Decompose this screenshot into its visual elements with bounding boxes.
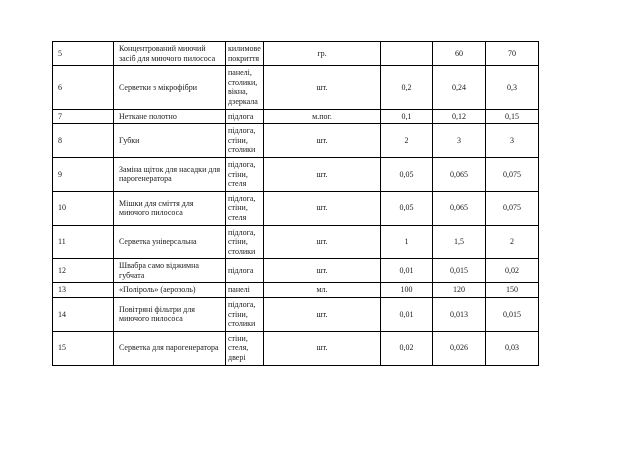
consumables-table — [52, 41, 539, 366]
cell-num: 11 — [53, 225, 114, 259]
cell-norm3: 0,02 — [486, 259, 539, 283]
cell-norm2: 0,013 — [433, 298, 486, 332]
cell-norm2: 0,24 — [433, 66, 486, 109]
cell-name: Серветки з мікрофібри — [114, 66, 226, 109]
cell-norm2: 0,026 — [433, 331, 486, 365]
table-row — [53, 124, 539, 158]
cell-surface: панелі — [226, 283, 264, 298]
cell-unit: шт. — [264, 225, 381, 259]
cell-surface: підлога, стіни, стеля — [226, 157, 264, 191]
cell-norm1: 0,2 — [381, 66, 433, 109]
cell-surface: панелі, столики, вікна, дзеркала — [226, 66, 264, 109]
cell-norm3: 0,075 — [486, 191, 539, 225]
cell-name: Неткане полотно — [114, 109, 226, 124]
table-row — [53, 109, 539, 124]
cell-norm1: 0,02 — [381, 331, 433, 365]
cell-num: 5 — [53, 42, 114, 66]
cell-norm3: 3 — [486, 124, 539, 158]
table-row — [53, 283, 539, 298]
cell-surface: підлога, стіни, столики — [226, 298, 264, 332]
cell-unit: мл. — [264, 283, 381, 298]
table-row — [53, 259, 539, 283]
cell-surface: підлога, стіни, стеля — [226, 191, 264, 225]
cell-norm3: 2 — [486, 225, 539, 259]
cell-num: 7 — [53, 109, 114, 124]
cell-surface: підлога — [226, 109, 264, 124]
cell-norm2: 3 — [433, 124, 486, 158]
cell-name: Швабра само віджимна губчата — [114, 259, 226, 283]
cell-num: 13 — [53, 283, 114, 298]
cell-unit: шт. — [264, 66, 381, 109]
cell-unit: шт. — [264, 191, 381, 225]
cell-surface: підлога — [226, 259, 264, 283]
cell-norm3: 0,03 — [486, 331, 539, 365]
cell-name: «Поліроль» (аерозоль) — [114, 283, 226, 298]
cell-surface: килимове покриття — [226, 42, 264, 66]
cell-norm1: 0,05 — [381, 157, 433, 191]
cell-num: 6 — [53, 66, 114, 109]
cell-norm2: 0,015 — [433, 259, 486, 283]
cell-norm3: 0,3 — [486, 66, 539, 109]
table-row — [53, 331, 539, 365]
cell-name: Губки — [114, 124, 226, 158]
cell-norm3: 150 — [486, 283, 539, 298]
cell-name: Повітряні фільтри для миючого пилососа — [114, 298, 226, 332]
cell-name: Мішки для сміття для миючого пилососа — [114, 191, 226, 225]
cell-norm3: 70 — [486, 42, 539, 66]
table-row — [53, 66, 539, 109]
cell-norm1: 0,01 — [381, 259, 433, 283]
cell-norm2: 120 — [433, 283, 486, 298]
cell-unit: шт. — [264, 124, 381, 158]
cell-num: 8 — [53, 124, 114, 158]
cell-norm2: 0,065 — [433, 157, 486, 191]
cell-num: 14 — [53, 298, 114, 332]
cell-unit: шт. — [264, 331, 381, 365]
cell-name: Серветка універсальна — [114, 225, 226, 259]
table-row — [53, 157, 539, 191]
cell-norm2: 60 — [433, 42, 486, 66]
cell-norm3: 0,015 — [486, 298, 539, 332]
cell-surface: підлога, стіни, столики — [226, 124, 264, 158]
cell-norm1 — [381, 42, 433, 66]
cell-norm1: 0,05 — [381, 191, 433, 225]
cell-unit: шт. — [264, 298, 381, 332]
cell-norm2: 1,5 — [433, 225, 486, 259]
cell-num: 10 — [53, 191, 114, 225]
cell-num: 12 — [53, 259, 114, 283]
cell-unit: шт. — [264, 157, 381, 191]
table-row — [53, 225, 539, 259]
cell-surface: підлога, стіни, столики — [226, 225, 264, 259]
cell-surface: стіни, стеля, двері — [226, 331, 264, 365]
cell-norm2: 0,12 — [433, 109, 486, 124]
cell-norm1: 2 — [381, 124, 433, 158]
cell-norm1: 0,01 — [381, 298, 433, 332]
cell-norm3: 0,075 — [486, 157, 539, 191]
cell-name: Концентрований миючий засіб для миючого пилососа — [114, 42, 226, 66]
cell-name: Заміна щіток для насадки для парогенератора — [114, 157, 226, 191]
cell-num: 9 — [53, 157, 114, 191]
consumables-table-body — [53, 42, 539, 366]
cell-norm1: 0,1 — [381, 109, 433, 124]
cell-norm2: 0,065 — [433, 191, 486, 225]
cell-name: Серветка для парогенератора — [114, 331, 226, 365]
cell-norm1: 1 — [381, 225, 433, 259]
table-row — [53, 298, 539, 332]
cell-unit: м.пог. — [264, 109, 381, 124]
cell-num: 15 — [53, 331, 114, 365]
cell-unit: гр. — [264, 42, 381, 66]
table-row — [53, 191, 539, 225]
cell-unit: шт. — [264, 259, 381, 283]
cell-norm1: 100 — [381, 283, 433, 298]
cell-norm3: 0,15 — [486, 109, 539, 124]
table-row — [53, 42, 539, 66]
